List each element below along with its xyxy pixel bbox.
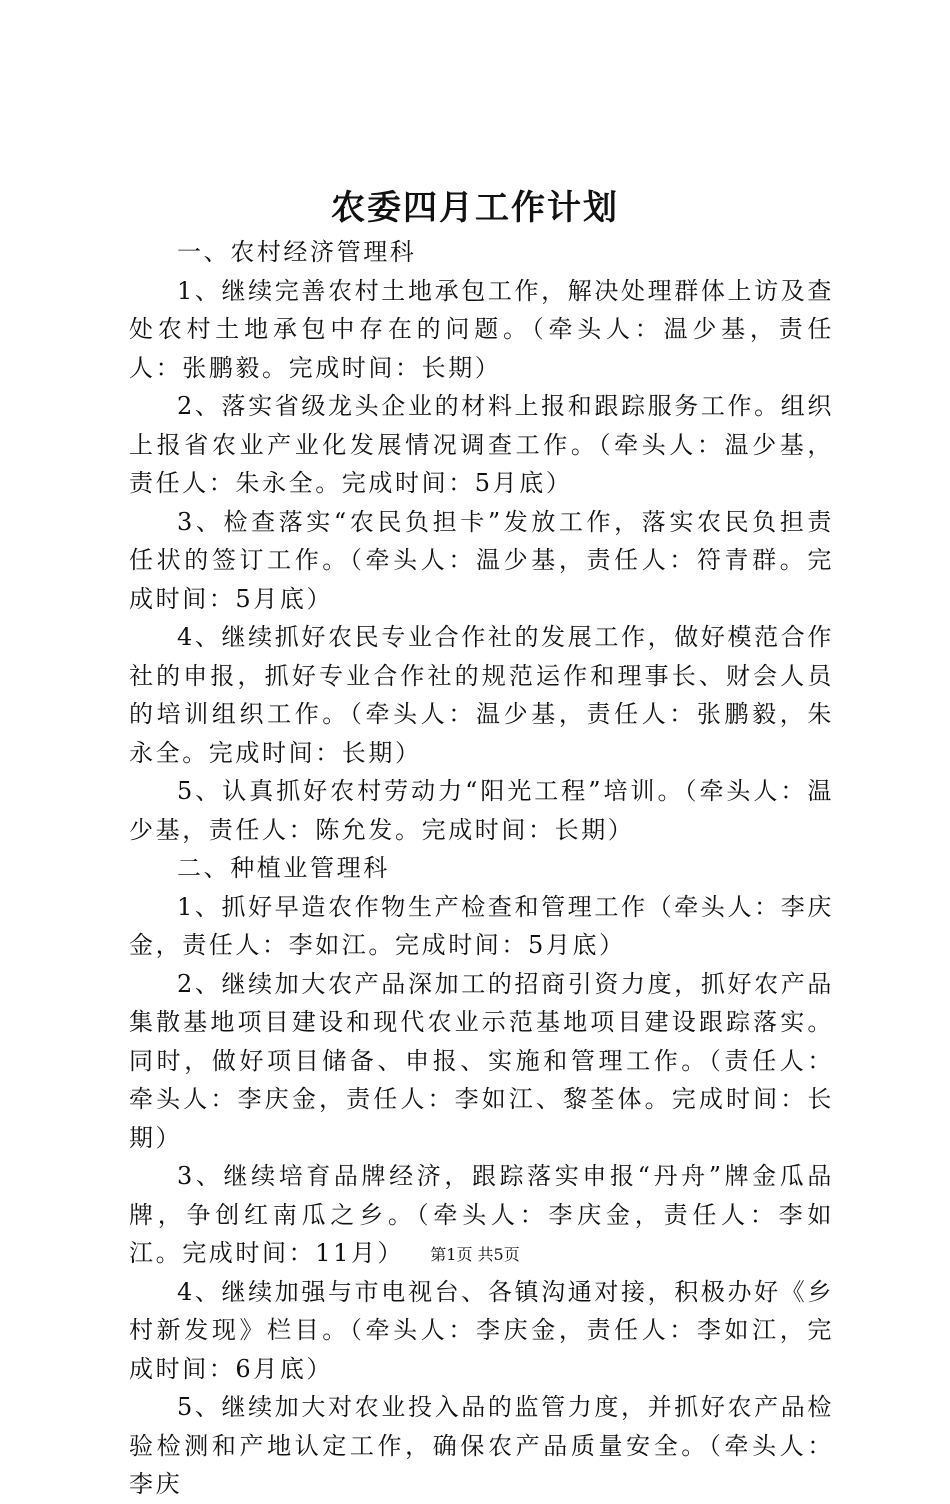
paragraph: 3、检查落实“农民负担卡”发放工作，落实农民负担责任状的签订工作。（牵头人：温少基，责任人：符青群。完成时间：5月底） — [129, 507, 834, 613]
paragraph: 2、继续加大农产品深加工的招商引资力度，抓好农产品集散基地项目建设和现代农业示范基地项目建设跟踪落实。同时，做好项目储备、申报、实施和管理工作。（责任人：牵头人：李庆金，责任人：李如江、黎荃体。完成时间：长期） — [129, 969, 834, 1152]
paragraph: 2、落实省级龙头企业的材料上报和跟踪服务工作。组织上报省农业产业化发展情况调查工作。（牵头人：温少基，责任人：朱永全。完成时间：5月底） — [129, 392, 834, 497]
paragraph: 4、继续加强与市电视台、各镇沟通对接，积极办好《乡村新发现》栏目。（牵头人：李庆金，责任人：李如江，完成时间：6月底） — [129, 1277, 834, 1383]
paragraph: 3、继续培育品牌经济，跟踪落实申报“丹舟”牌金瓜品牌，争创红南瓜之乡。（牵头人：李庆金，责任人：李如江。完成时间：11月） — [129, 1162, 834, 1267]
page-footer: 第1页 共5页 — [430, 1245, 520, 1264]
paragraph: 1、抓好早造农作物生产检查和管理工作（牵头人：李庆金，责任人：李如江。完成时间：5月底） — [129, 892, 834, 959]
paragraph: 1、继续完善农村土地承包工作，解决处理群体上访及查处农村土地承包中存在的问题。（牵头人：温少基，责任人：张鹏毅。完成时间：长期） — [129, 276, 834, 382]
document-body — [129, 233, 834, 1504]
paragraph: 5、认真抓好农村劳动力“阳光工程”培训。（牵头人：温少基，责任人：陈允发。完成时间：长期） — [129, 777, 834, 844]
paragraph: 5、继续加大对农业投入品的监管力度，并抓好农产品检验检测和产地认定工作，确保农产品质量安全。（牵头人：李庆 — [129, 1393, 834, 1498]
paragraph: 4、继续抓好农民专业合作社的发展工作，做好模范合作社的申报，抓好专业合作社的规范运作和理事长、财会人员的培训组织工作。（牵头人：温少基，责任人：张鹏毅，朱永全。完成时间：长期） — [129, 623, 834, 767]
section-heading: 二、种植业管理科 — [177, 854, 390, 882]
section-heading: 一、农村经济管理科 — [177, 238, 417, 266]
document-title: 农委四月工作计划 — [331, 188, 619, 228]
